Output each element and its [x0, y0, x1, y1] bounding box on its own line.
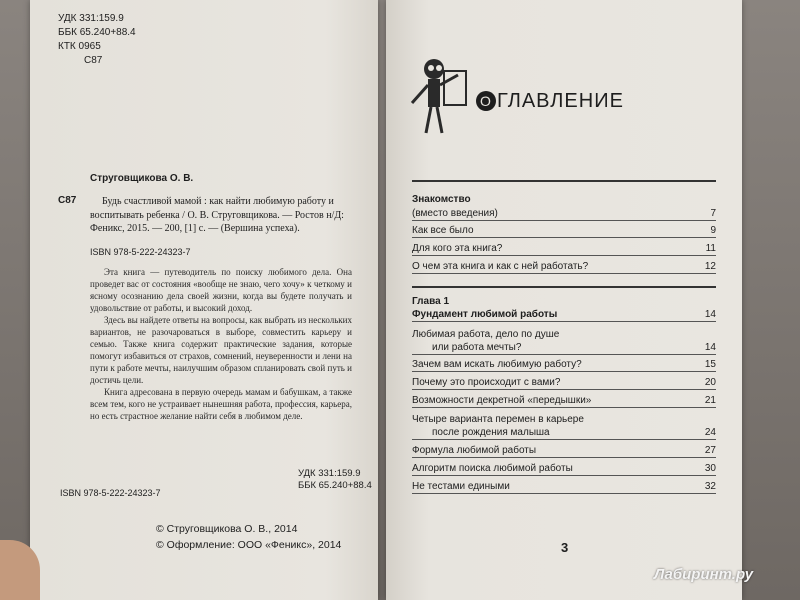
toc-row[interactable]: [412, 328, 716, 342]
toc-row-rule: [412, 237, 716, 238]
toc-row-page: 7: [710, 208, 716, 219]
toc-row-page: 15: [704, 359, 716, 370]
mascot-illustration: [398, 55, 468, 135]
toc-title-text: ГЛАВЛЕНИЕ: [497, 90, 624, 112]
toc-row-title: после рождения малыша: [432, 427, 550, 438]
toc-chapter-heading: Глава 1: [412, 296, 450, 307]
toc-row-rule: [412, 220, 716, 221]
copyright-line: © Струговщикова О. В., 2014: [156, 523, 298, 535]
toc-row-title: Любимая работа, дело по душе: [412, 329, 560, 340]
watermark: Лабиринт.ру: [654, 566, 754, 583]
toc-row-title: Формула любимой работы: [412, 445, 537, 456]
toc-row-rule: [412, 371, 716, 372]
toc-row-page: 9: [710, 225, 716, 236]
author-mark: С87: [84, 55, 103, 66]
bbk-code: ББК 65.240+88.4: [58, 27, 136, 38]
toc-row-page: 12: [704, 261, 716, 272]
bibliographic-record: Будь счастливой мамой : как найти любимую работу и воспитывать ребенка / О. В. Струговщикова. — Ростов н/Д: Феникс, 2015. — 200, [1] с. — (Вершина успеха).: [90, 196, 344, 234]
toc-row-rule: [412, 439, 716, 440]
udk-code: УДК 331:159.9: [58, 13, 124, 24]
udk-bottom: [298, 468, 372, 492]
toc-row-page: 24: [704, 427, 716, 438]
divider: [412, 180, 716, 182]
toc-row-rule: [412, 475, 716, 476]
toc-row-title: Как все было: [412, 225, 474, 236]
toc-row-title: Почему это происходит с вами?: [412, 377, 561, 388]
toc-row-rule: [412, 354, 716, 355]
toc-row[interactable]: [412, 480, 716, 494]
udk-code: УДК 331:159.9: [298, 468, 361, 479]
divider: [412, 286, 716, 288]
toc-row-page: 14: [704, 342, 716, 353]
toc-section-heading: Знакомство: [412, 194, 471, 205]
bbk-code: ББК 65.240+88.4: [298, 480, 372, 491]
toc-row-rule: [412, 407, 716, 408]
toc-row[interactable]: [412, 358, 716, 372]
toc-row-page: 21: [704, 395, 716, 406]
toc-row-page: 11: [705, 243, 716, 254]
toc-title-initial: О: [476, 91, 496, 111]
toc-row[interactable]: [412, 224, 716, 238]
toc-row-rule: [412, 457, 716, 458]
toc-row[interactable]: [412, 376, 716, 390]
isbn: ISBN 978-5-222-24323-7: [90, 247, 191, 257]
toc-row-title: или работа мечты?: [432, 342, 522, 353]
ktk-code: КТК 0965: [58, 41, 101, 52]
toc-row-title: Возможности декретной «передышки»: [412, 395, 592, 406]
toc-row[interactable]: [412, 260, 716, 274]
toc-title: [476, 90, 624, 113]
toc-row[interactable]: [412, 462, 716, 476]
toc-row-title: (вместо введения): [412, 208, 498, 219]
toc-row-rule: [412, 493, 716, 494]
toc-row-rule: [412, 273, 716, 274]
toc-row-page: 20: [704, 377, 716, 388]
copyright-line: © Оформление: ООО «Феникс», 2014: [156, 539, 342, 551]
toc-row-title: Для кого эта книга?: [412, 243, 503, 254]
toc-row[interactable]: [412, 426, 716, 440]
copyright: [156, 521, 341, 553]
toc-row[interactable]: [412, 341, 716, 355]
toc-row-title: Четыре варианта перемен в карьере: [412, 414, 584, 425]
toc-row-page: 30: [704, 463, 716, 474]
classification-codes: [58, 12, 136, 68]
toc-row[interactable]: [412, 394, 716, 408]
toc-row-title: О чем эта книга и как с ней работать?: [412, 261, 589, 272]
toc-row-rule: [412, 389, 716, 390]
annotation-paragraph: Эта книга — путеводитель по поиску любимого дела. Она проведет вас от состояния «вообще не знаю, чего хочу» к четкому и ясному осознанию дела своей жизни, когда вы будете получать и удовольствие от работы, и высокий доход.: [90, 267, 352, 313]
toc-row-title: Зачем вам искать любимую работу?: [412, 359, 582, 370]
toc-row-title: Не тестами едиными: [412, 481, 510, 492]
toc-row-title: Алгоритм поиска любимой работы: [412, 463, 573, 474]
toc-row-rule: [412, 255, 716, 256]
toc-row-page: 14: [704, 309, 716, 320]
toc-row[interactable]: [412, 242, 716, 256]
toc-row-page: 27: [704, 445, 716, 456]
isbn-bottom: ISBN 978-5-222-24323-7: [60, 488, 161, 498]
toc-row[interactable]: [412, 207, 716, 221]
toc-row-rule: [412, 321, 716, 322]
toc-row[interactable]: [412, 413, 716, 427]
toc-chapter-title[interactable]: [412, 308, 716, 322]
toc-row-page: 32: [704, 481, 716, 492]
toc-row[interactable]: [412, 444, 716, 458]
annotation-paragraph: Книга адресована в первую очередь мамам и бабушкам, а также всем тем, кого не устраивает нынешняя работа, профессия, карьера, но есть страстное желание найти себя в любимом деле.: [90, 387, 352, 421]
author-name: Струговщикова О. В.: [90, 173, 194, 184]
toc-row-title: Фундамент любимой работы: [412, 309, 558, 320]
c87-mark: С87: [58, 195, 77, 206]
annotation: [90, 266, 352, 422]
annotation-paragraph: Здесь вы найдете ответы на вопросы, как выбрать из нескольких вариантов, не разочароваться в выборе, совместить карьеру и семью. Также книга содержит практические задания, которые помогут избавиться от страхов, сомнений, неуверенности и лени на пути к работе мечты, наилучшим образом спланировать свой путь и достичь цели.: [90, 315, 352, 385]
page-number: 3: [561, 540, 569, 555]
